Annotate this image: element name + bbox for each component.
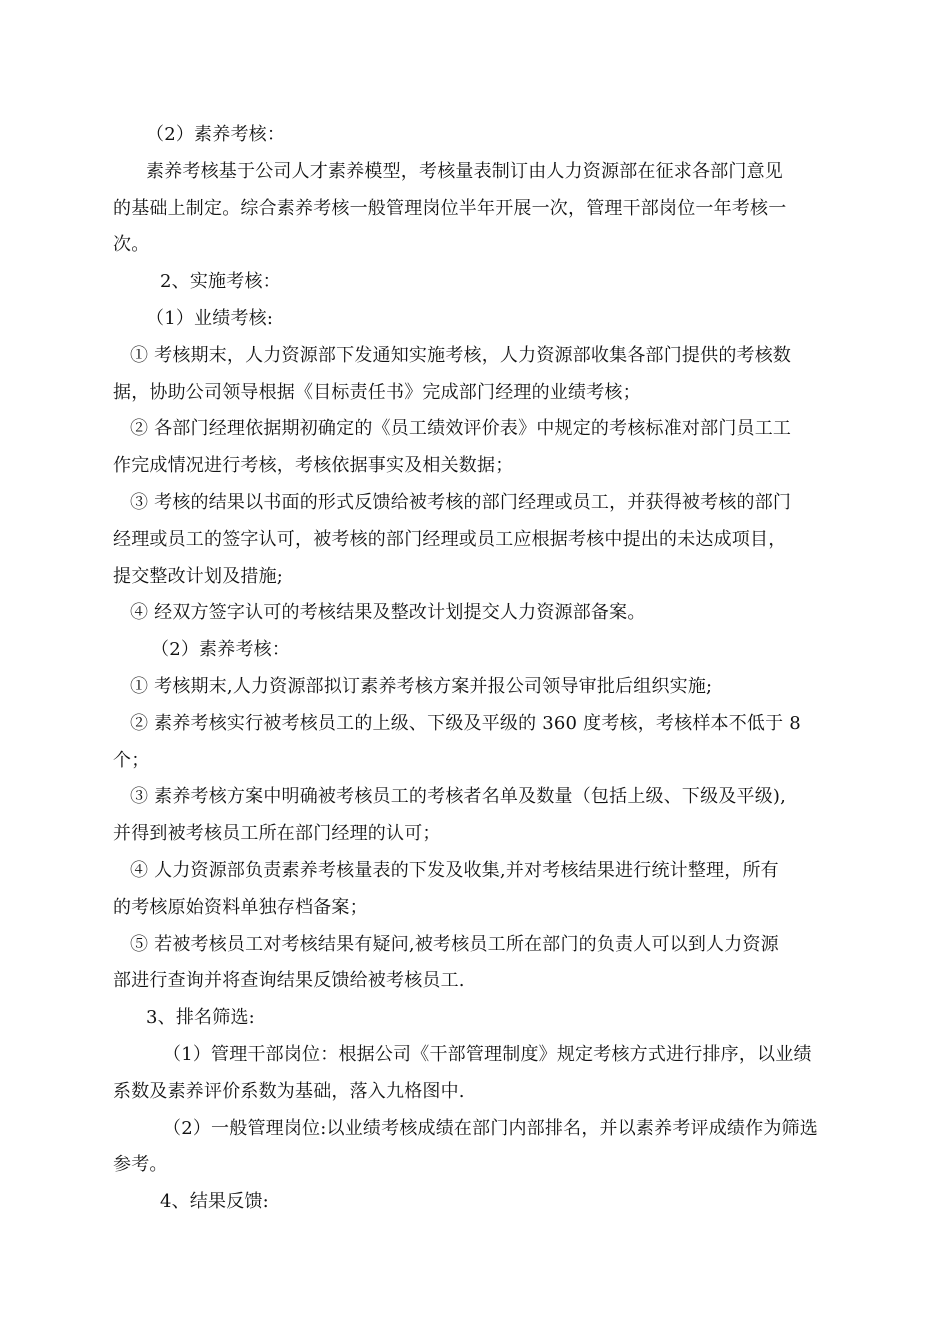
list-item-line: ⑤ 若被考核员工对考核结果有疑问,被考核员工所在部门的负责人可以到人力资源 <box>130 934 779 955</box>
list-item-line: 提交整改计划及措施; <box>113 566 284 587</box>
paragraph-line: 的基础上制定。综合素养考核一般管理岗位半年开展一次，管理干部岗位一年考核一 <box>113 198 787 219</box>
list-item-line: 据，协助公司领导根据《目标责任书》完成部门经理的业绩考核； <box>113 382 641 403</box>
list-item-line: 个； <box>113 750 150 771</box>
list-item-line: 经理或员工的签字认可，被考核的部门经理或员工应根据考核中提出的未达成项目， <box>113 529 787 550</box>
list-item-line: ① 考核期末,人力资源部拟订素养考核方案并报公司领导审批后组织实施; <box>130 676 713 697</box>
section-heading: 2、实施考核： <box>160 271 281 292</box>
paragraph-line: 参考。 <box>113 1154 168 1175</box>
paragraph-line: （2）一般管理岗位:以业绩考核成绩在部门内部排名，并以素养考评成绩作为筛选 <box>163 1118 818 1139</box>
list-item-line: 作完成情况进行考核，考核依据事实及相关数据； <box>113 455 514 476</box>
list-item-line: 并得到被考核员工所在部门经理的认可； <box>113 823 441 844</box>
list-item-line: 的考核原始资料单独存档备案； <box>113 897 368 918</box>
list-item-line: ④ 经双方签字认可的考核结果及整改计划提交人力资源部备案。 <box>130 602 646 623</box>
paragraph-line: 次。 <box>113 234 150 255</box>
subsection-heading: （2）素养考核： <box>146 124 286 145</box>
list-item-line: ③ 考核的结果以书面的形式反馈给被考核的部门经理或员工，并获得被考核的部门 <box>130 492 792 513</box>
subsection-heading: （1）业绩考核: <box>146 308 274 329</box>
subsection-heading: （2）素养考核： <box>151 639 291 660</box>
section-heading: 4、结果反馈: <box>160 1191 269 1212</box>
list-item-line: ④ 人力资源部负责素养考核量表的下发及收集,并对考核结果进行统计整理，所有 <box>130 860 779 881</box>
list-item-line: ② 素养考核实行被考核员工的上级、下级及平级的 360 度考核，考核样本不低于 8 <box>130 713 801 734</box>
list-item-line: ① 考核期末，人力资源部下发通知实施考核，人力资源部收集各部门提供的考核数 <box>130 345 792 366</box>
paragraph-line: 系数及素养评价系数为基础，落入九格图中. <box>113 1081 465 1102</box>
paragraph-line: 素养考核基于公司人才素养模型，考核量表制订由人力资源部在征求各部门意见 <box>146 161 783 182</box>
paragraph-line: （1）管理干部岗位：根据公司《干部管理制度》规定考核方式进行排序，以业绩 <box>163 1044 812 1065</box>
list-item-line: 部进行查询并将查询结果反馈给被考核员工. <box>113 970 465 991</box>
section-heading: 3、排名筛选: <box>146 1007 255 1028</box>
list-item-line: ③ 素养考核方案中明确被考核员工的考核者名单及数量（包括上级、下级及平级), <box>130 786 787 807</box>
list-item-line: ② 各部门经理依据期初确定的《员工绩效评价表》中规定的考核标准对部门员工工 <box>130 418 792 439</box>
